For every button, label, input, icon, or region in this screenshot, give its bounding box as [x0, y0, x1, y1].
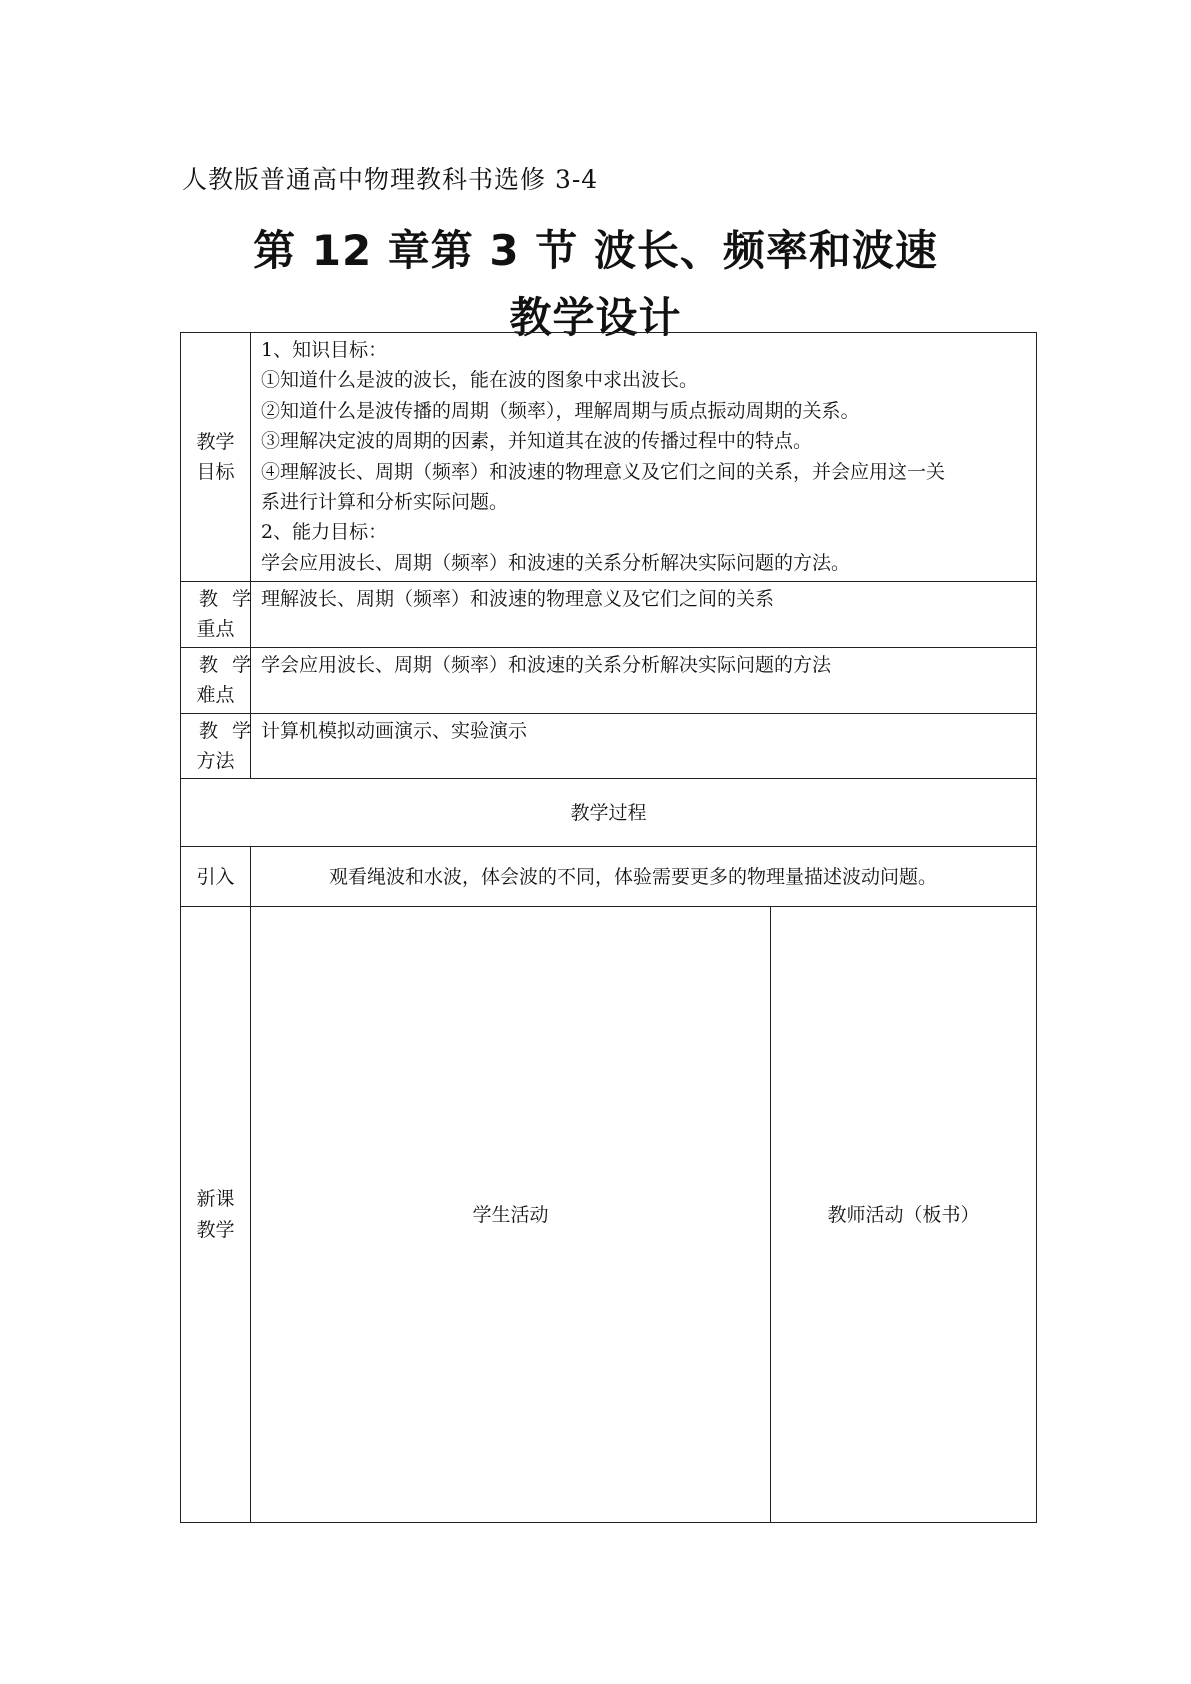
objectives-label	[181, 333, 251, 582]
objectives-line: 系进行计算和分析实际问题。	[261, 490, 509, 513]
difficulties-label-line2: 难点	[196, 684, 235, 707]
methods-label	[181, 713, 266, 779]
objectives-line: 学会应用波长、周期（频率）和波速的关系分析解决实际问题的方法。	[261, 551, 851, 574]
intro-label: 引入	[181, 847, 251, 907]
key-points-label	[181, 582, 266, 648]
methods-content: 计算机模拟动画演示、实验演示	[251, 713, 1037, 779]
new-lesson-label-line1: 新课	[196, 1188, 235, 1211]
difficulties-label-line1: 教学	[199, 653, 266, 676]
difficulties-label	[181, 647, 266, 713]
process-header: 教学过程	[181, 779, 1037, 847]
objectives-content	[251, 333, 1037, 582]
objectives-label-line1: 教学	[196, 430, 235, 453]
teacher-activity-column: 教师活动（板书）	[771, 907, 1037, 1523]
difficulties-row	[181, 647, 1037, 713]
methods-label-line2: 方法	[196, 749, 235, 772]
key-points-content: 理解波长、周期（频率）和波速的物理意义及它们之间的关系	[251, 582, 1037, 648]
objectives-row	[181, 333, 1037, 582]
new-lesson-label	[181, 907, 251, 1523]
new-lesson-label-line2: 教学	[196, 1218, 235, 1241]
objectives-line: ①知道什么是波的波长，能在波的图象中求出波长。	[261, 369, 699, 392]
document-title-secondary: 教学设计	[509, 293, 682, 342]
objectives-line: 2、能力目标：	[261, 521, 388, 544]
objectives-label-line2: 目标	[196, 461, 235, 483]
difficulties-content: 学会应用波长、周期（频率）和波速的关系分析解决实际问题的方法	[251, 647, 1037, 713]
document-title: 第 12 章第 3 节 波长、频率和波速	[253, 226, 938, 275]
document-subtitle: 人教版普通高中物理教科书选修 3-4	[182, 165, 599, 194]
objectives-line: ②知道什么是波传播的周期（频率），理解周期与质点振动周期的关系。	[261, 399, 860, 422]
objectives-line: 1、知识目标：	[261, 339, 388, 361]
intro-content: 观看绳波和水波，体会波的不同，体验需要更多的物理量描述波动问题。	[251, 847, 1037, 907]
key-points-label-line1: 教学	[199, 588, 266, 610]
intro-row	[181, 847, 1037, 907]
new-lesson-row	[181, 907, 1037, 1523]
objectives-line: ④理解波长、周期（频率）和波速的物理意义及它们之间的关系，并会应用这一关	[261, 460, 946, 483]
lesson-plan-table	[180, 332, 1037, 1523]
methods-label-line1: 教学	[199, 719, 266, 742]
methods-row	[181, 713, 1037, 779]
key-points-row	[181, 582, 1037, 648]
student-activity-column: 学生活动	[251, 907, 771, 1523]
process-header-row	[181, 779, 1037, 847]
objectives-line: ③理解决定波的周期的因素，并知道其在波的传播过程中的特点。	[261, 430, 813, 453]
key-points-label-line2: 重点	[196, 618, 235, 641]
